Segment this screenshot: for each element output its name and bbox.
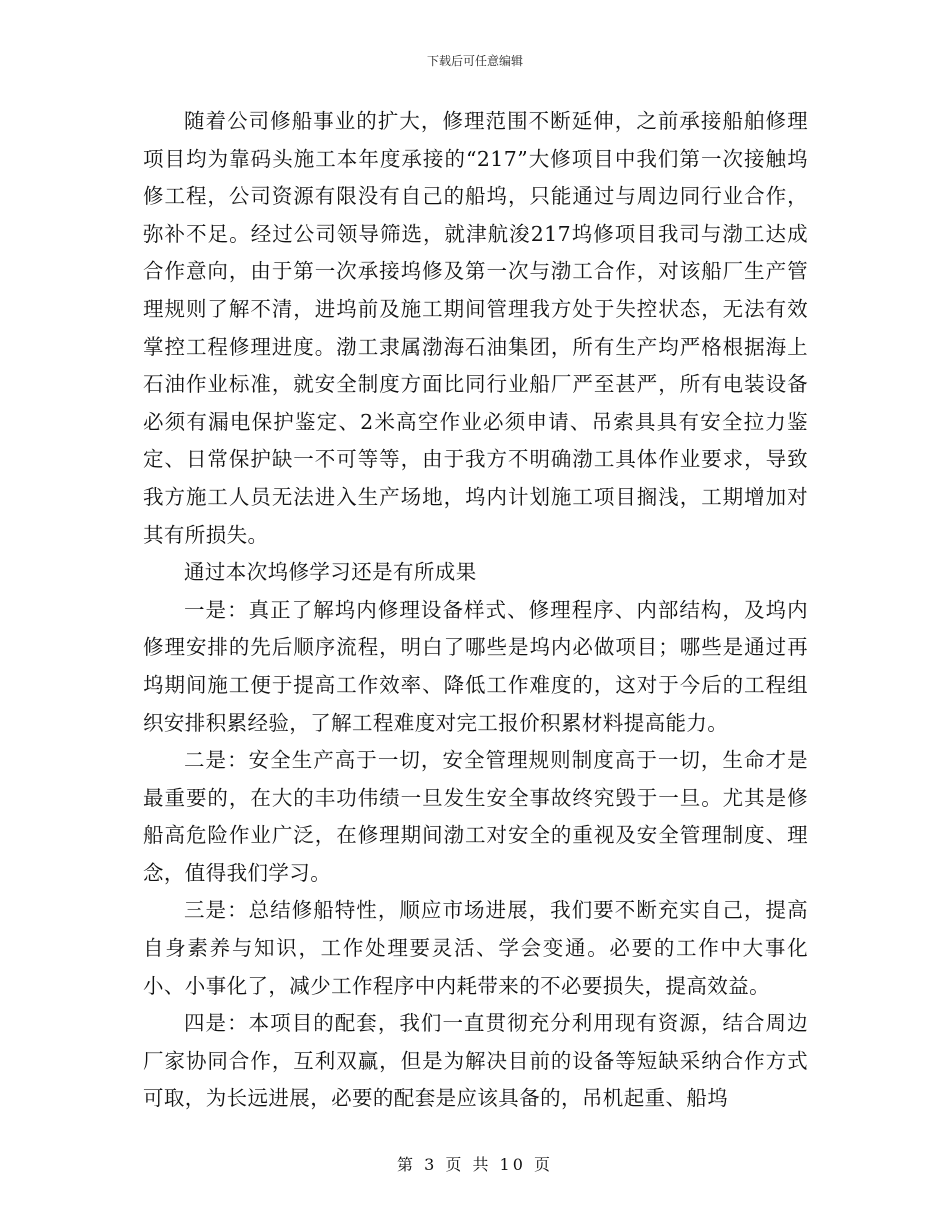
paragraph: 三是：总结修船特性，顺应市场进展，我们要不断充实自己，提高自身素养与知识，工作处理要灵活、学会变通。必要的工作中大事化小、小事化了，减少工作程序中内耗带来的不必要损失，提高效益。 bbox=[143, 898, 808, 998]
paragraph: 二是：安全生产高于一切，安全管理规则制度高于一切，生命才是最重要的，在大的丰功伟绩一旦发生安全事故终究毁于一旦。尤其是修船高危险作业广泛，在修理期间渤工对安全的重视及安全管理制度、理念，值得我们学习。 bbox=[143, 748, 808, 885]
paragraph: 一是：真正了解坞内修理设备样式、修理程序、内部结构，及坞内修理安排的先后顺序流程，明白了哪些是坞内必做项目；哪些是通过再坞期间施工便于提高工作效率、降低工作难度的，这对于今后的工程组织安排积累经验，了解工程难度对完工报价积累材料提高能力。 bbox=[143, 597, 808, 735]
page-number: 第 3 页 共 10 页 bbox=[397, 1155, 553, 1174]
paragraph: 通过本次坞修学习还是有所成果 bbox=[184, 560, 477, 585]
paragraph: 随着公司修船事业的扩大，修理范围不断延伸，之前承接船舶修理项目均为靠码头施工本年度承接的“217”大修项目中我们第一次接触坞修工程，公司资源有限没有自己的船坞，只能通过与周边同行业合作，弥补不足。经过公司领导筛选，就津航浚217坞修项目我司与渤工达成合作意向，由于第一次承接坞修及第一次与渤工合作，对该船厂生产管理规则了解不清，进坞前及施工期间管理我方处于失控状态，无法有效掌控工程修理进度。渤工隶属渤海石油集团，所有生产均严格根据海上石油作业标准，就安全制度方面比同行业船厂严至甚严，所有电装设备必须有漏电保护鉴定、2米高空作业必须申请、吊索具具有安全拉力鉴定、日常保护缺一不可等等，由于我方不明确渤工具体作业要求，导致我方施工人员无法进入生产场地，坞内计划施工项目搁浅，工期增加对其有所损失。 bbox=[143, 109, 808, 547]
paragraph: 四是：本项目的配套，我们一直贯彻充分利用现有资源，结合周边厂家协同合作，互利双赢，但是为解决目前的设备等短缺采纳合作方式可取，为长远进展，必要的配套是应该具备的，吊机起重、船坞 bbox=[143, 1011, 808, 1111]
page-header: 下载后可任意编辑 bbox=[426, 54, 523, 68]
document-body bbox=[143, 103, 808, 1118]
